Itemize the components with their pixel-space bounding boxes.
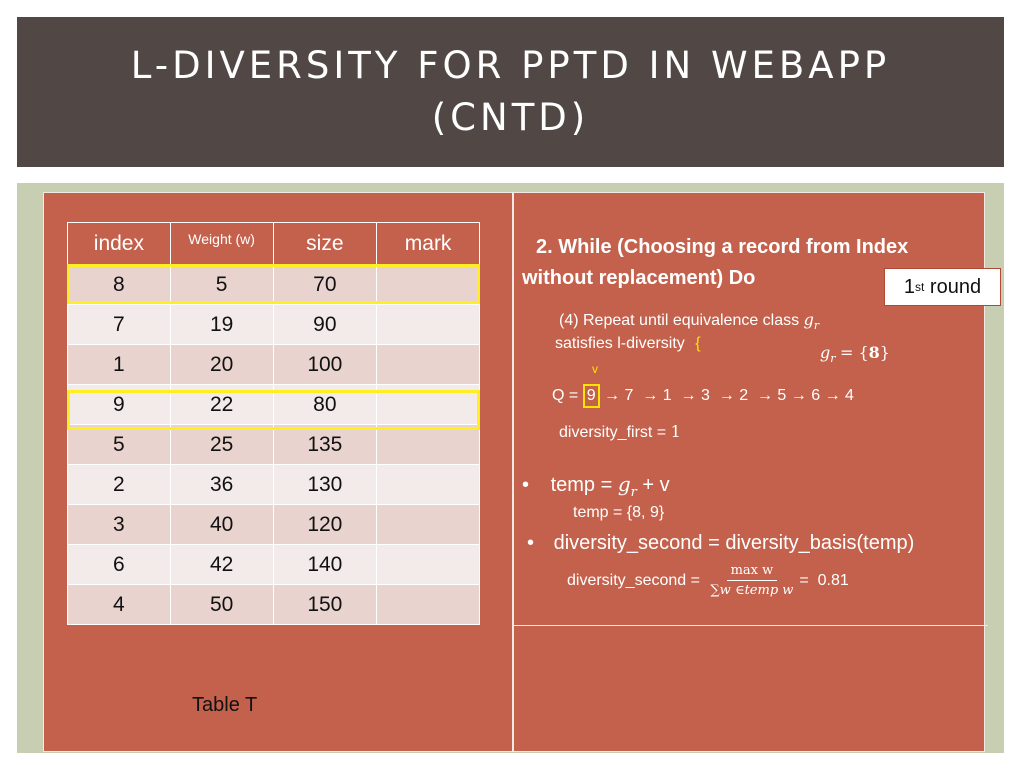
round-word: round — [924, 275, 982, 298]
cell-mark — [377, 265, 480, 305]
table-header-row — [68, 223, 480, 265]
cell-index: 9 — [68, 385, 171, 425]
cell-weight: 50 — [170, 585, 273, 625]
table-row — [68, 265, 480, 305]
cell-weight: 36 — [170, 465, 273, 505]
cell-index: 4 — [68, 585, 171, 625]
temp-label: temp = — [550, 474, 618, 496]
arrow-icon: → — [718, 387, 735, 404]
gr-set — [820, 343, 890, 365]
cell-mark — [377, 545, 480, 585]
temp-plus: + v — [636, 474, 670, 496]
queue-item: 4 — [845, 387, 854, 404]
arrow-icon: → — [642, 387, 659, 404]
queue-item: 2 — [734, 387, 749, 404]
gr-sub: r — [830, 352, 836, 366]
diversity-second-label: diversity_second = — [567, 571, 705, 589]
g-symbol: g — [803, 310, 814, 329]
diversity-first-label: diversity_first = — [559, 424, 671, 441]
arrow-icon: → — [790, 387, 807, 404]
diversity-second-stmt: diversity_second = diversity_basis(temp) — [553, 532, 915, 554]
queue-item: 6 — [811, 387, 821, 404]
cell-size: 70 — [273, 265, 377, 305]
table-row — [68, 385, 480, 425]
step-heading-line1: 2. While (Choosing a record from Index — [536, 236, 909, 258]
cell-index: 6 — [68, 545, 171, 585]
cell-index: 2 — [68, 465, 171, 505]
arrow-icon: → — [604, 387, 621, 404]
cell-weight: 40 — [170, 505, 273, 545]
header-index: index — [68, 223, 171, 265]
temp-g: g — [617, 472, 631, 496]
round-suffix: st — [915, 280, 925, 294]
repeat-text: (4) Repeat until equivalence class — [559, 312, 804, 329]
gr-close: } — [879, 343, 890, 362]
fraction-denominator: ∑w ∈temp w — [710, 583, 794, 598]
cell-index: 5 — [68, 425, 171, 465]
temp-g-sub: r — [630, 485, 637, 500]
cell-size: 150 — [273, 585, 377, 625]
cell-mark — [377, 505, 480, 545]
gr-eq: = { — [839, 343, 869, 362]
header-mark: mark — [377, 223, 480, 265]
cell-weight: 22 — [170, 385, 273, 425]
title-bar — [17, 17, 1004, 167]
cell-weight: 42 — [170, 545, 273, 585]
temp-line — [522, 472, 670, 500]
cell-mark — [377, 305, 480, 345]
queue-item: 1 — [658, 387, 672, 404]
arrow-icon: → — [680, 387, 697, 404]
fraction — [710, 563, 793, 598]
queue-item: 5 — [772, 387, 787, 404]
fraction-numerator: max w — [727, 563, 778, 581]
diversity-first-value: 1 — [670, 422, 681, 441]
cell-index: 7 — [68, 305, 171, 345]
table-row — [68, 465, 480, 505]
table-row — [68, 505, 480, 545]
open-brace: { — [695, 335, 701, 352]
bullet-icon: • — [527, 532, 535, 554]
queue-item: 7 — [620, 387, 634, 404]
diversity-first-line — [559, 422, 681, 442]
cell-size: 140 — [273, 545, 377, 585]
cell-weight: 20 — [170, 345, 273, 385]
repeat-line — [559, 310, 819, 332]
cell-size: 80 — [273, 385, 377, 425]
table-row — [68, 345, 480, 385]
arrow-icon: → — [824, 387, 841, 404]
cell-weight: 5 — [170, 265, 273, 305]
v-marker: v — [592, 362, 598, 376]
table-row — [68, 545, 480, 585]
g-subscript: r — [813, 319, 820, 333]
cell-size: 100 — [273, 345, 377, 385]
cell-size: 135 — [273, 425, 377, 465]
cell-mark — [377, 465, 480, 505]
cell-size: 120 — [273, 505, 377, 545]
queue-prefix: Q = — [552, 387, 583, 404]
header-weight: Weight (w) — [170, 223, 273, 265]
cell-index: 8 — [68, 265, 171, 305]
table-t — [67, 222, 480, 625]
step-heading-line2: without replacement) Do — [522, 267, 756, 289]
cell-index: 3 — [68, 505, 171, 545]
satisfies-line — [555, 335, 701, 353]
slide-title: L-DIVERSITY FOR PPTD IN WEBAPP (CNTD) — [130, 44, 891, 139]
gr-value: 8 — [868, 343, 880, 362]
cell-weight: 19 — [170, 305, 273, 345]
bullet-icon: • — [522, 474, 530, 496]
cell-index: 1 — [68, 345, 171, 385]
temp-value: temp = {8, 9} — [573, 504, 665, 521]
satisfies-text: satisfies l-diversity — [555, 335, 685, 352]
gr-g: g — [820, 343, 831, 362]
cell-weight: 25 — [170, 425, 273, 465]
diversity-second-line — [527, 532, 914, 555]
cell-size: 90 — [273, 305, 377, 345]
cell-mark — [377, 385, 480, 425]
diversity-second-result: = 0.81 — [799, 571, 849, 589]
table-row — [68, 305, 480, 345]
cell-mark — [377, 345, 480, 385]
queue-first-box: 9 — [583, 384, 600, 408]
cell-mark — [377, 585, 480, 625]
table-row — [68, 425, 480, 465]
cell-size: 130 — [273, 465, 377, 505]
diversity-second-formula — [567, 563, 849, 598]
queue-sequence — [552, 384, 854, 408]
round-number: 1 — [903, 275, 916, 298]
table-caption: Table T — [192, 694, 258, 716]
table-row — [68, 585, 480, 625]
arrow-icon: → — [756, 387, 773, 404]
queue-item: 3 — [696, 387, 710, 404]
header-size: size — [273, 223, 377, 265]
cell-mark — [377, 425, 480, 465]
horizontal-divider — [513, 625, 988, 626]
round-badge — [884, 268, 1001, 306]
vertical-divider — [512, 192, 514, 752]
